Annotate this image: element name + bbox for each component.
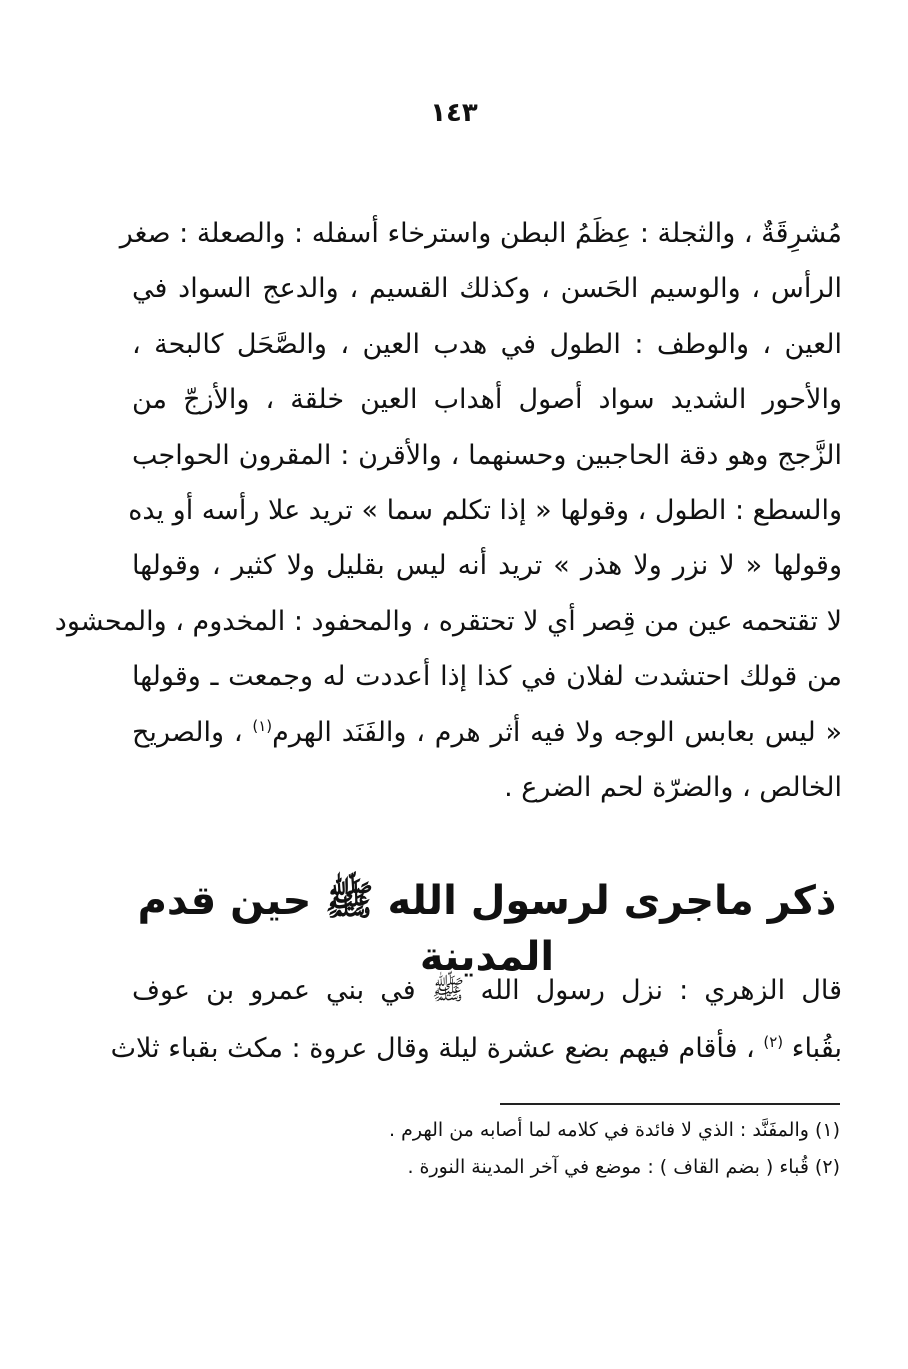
body-paragraph xyxy=(54,206,842,815)
section-heading: ذكر ماجرى لرسول الله ﷺ حين قدم المدينة xyxy=(137,878,837,980)
text-line: وقولها « لا نزر ولا هذر » تريد أنه ليس بقليل ولا كثير ، وقولها xyxy=(132,550,842,582)
footnote: (٢) قُباء ( بضم القاف ) : موضع في آخر المدينة النورة . xyxy=(407,1156,840,1178)
text-line: والأحور الشديد سواد أصول أهداب العين خلقة ، والأزجّ من xyxy=(132,384,842,416)
footnote-reference[interactable]: (٢) xyxy=(763,1033,784,1051)
text-line: مُشرِقَةٌ ، والثجلة : عِظَمُ البطن واسترخاء أسفله : والصعلة : صغر xyxy=(119,218,842,249)
text-segment: ، والصريح xyxy=(132,716,243,748)
text-line: من قولك احتشدت لفلان في كذا إذا أعددت له وجمعت ـ وقولها xyxy=(132,661,842,693)
text-line: الرأس ، والوسيم الحَسن ، وكذلك القسيم ، والدعج السواد في xyxy=(132,273,842,305)
text-line xyxy=(132,705,842,760)
text-segment: بقُباء xyxy=(791,1033,842,1064)
text-line: والسطع : الطول ، وقولها « إذا تكلم سما » تريد علا رأسه أو يده xyxy=(128,495,842,527)
text-line: الزَّجج وهو دقة الحاجبين وحسنهما ، والأقرن : المقرون الحواجب xyxy=(132,439,842,471)
footnote: (١) والمفَنَّد : الذي لا فائدة في كلامه لما أصابه من الهرم . xyxy=(389,1119,840,1141)
text-line xyxy=(110,1020,842,1078)
body-paragraph xyxy=(110,962,842,1078)
page-number: ١٤٣ xyxy=(430,98,478,128)
text-line: العين ، والوطف : الطول في هدب العين ، والصَّحَل كالبحة ، xyxy=(132,328,842,360)
text-segment: « ليس بعابس الوجه ولا فيه أثر هرم ، والفَنَد الهرم xyxy=(272,716,842,748)
footnote-reference[interactable]: (١) xyxy=(252,716,273,735)
text-line: الخالص ، والضرّة لحم الضرع . xyxy=(504,772,842,804)
text-line: قال الزهري : نزل رسول الله ﷺ في بني عمرو بن عوف xyxy=(132,975,842,1006)
text-segment: ، فأقام فيهم بضع عشرة ليلة وقال عروة : مكث بقباء ثلاث xyxy=(110,1033,755,1064)
footnote-divider xyxy=(500,1103,840,1105)
footnotes xyxy=(250,1112,840,1186)
text-line: لا تقتحمه عين من قِصر أي لا تحتقره ، والمحفود : المخدوم ، والمحشود xyxy=(54,605,842,637)
